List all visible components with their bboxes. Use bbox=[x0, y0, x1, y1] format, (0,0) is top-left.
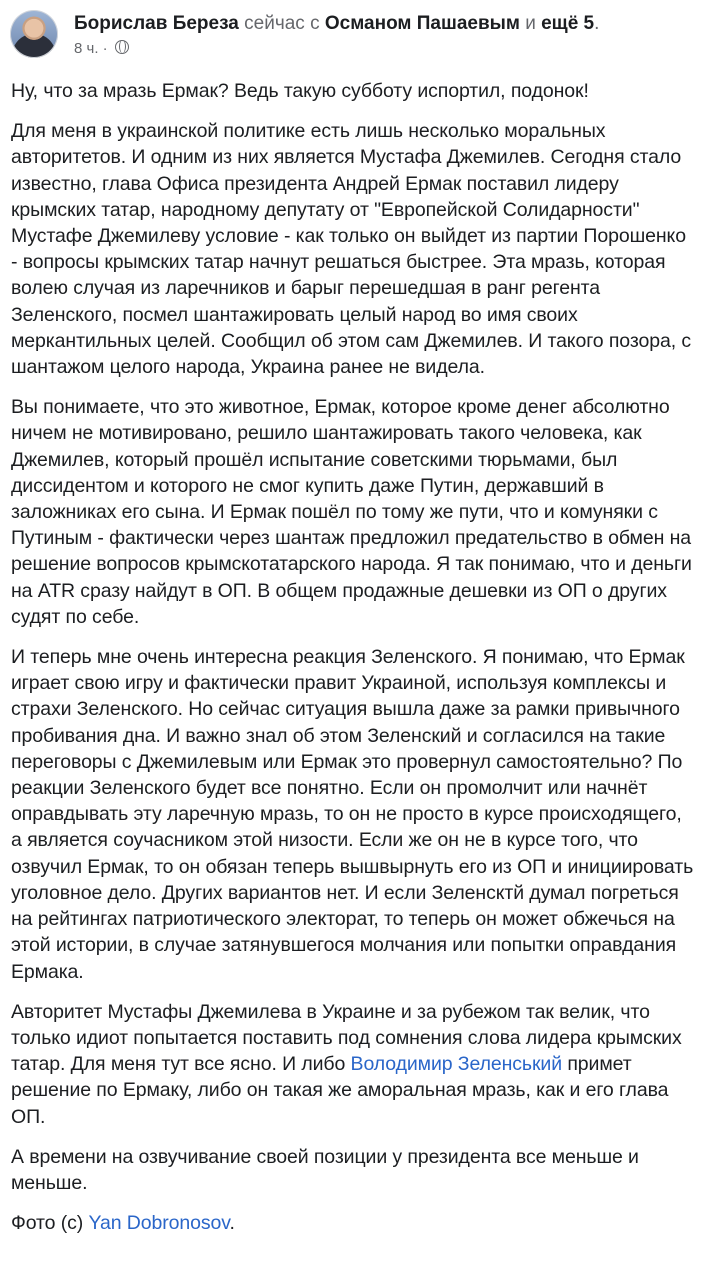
header-period: . bbox=[594, 13, 600, 34]
time-phrase: сейчас с bbox=[244, 13, 320, 34]
post-paragraph-6: А времени на озвучивание своей позиции у президента все меньше и меньше. bbox=[11, 1145, 639, 1194]
zelensky-profile-link[interactable]: Володимир Зеленський bbox=[350, 1053, 562, 1076]
post-body bbox=[11, 78, 695, 1250]
post-paragraph-3: Вы понимаете, что это животное, Ермак, которое кроме денег абсолютно ничем не мотивировано, решило шантажировать такого человека, как Джемилев, который прошёл испытание советскими тюрьмами, был диссидентом и которого не смог купить даже Путин, державший в заложниках его сына. И Ермак пошёл по тому же пути, что и комуняки с Путиным - фактически через шантаж предложил предательство в обмен на решение вопросов крымскотатарского народа. Я так понимаю, что и деньги на ATR сразу найдут в ОП. В общем продажные дешевки из ОП о других судят по себе. bbox=[11, 396, 692, 628]
tagged-person-link[interactable]: Османом Пашаевым bbox=[324, 13, 520, 34]
photo-credit-period: . bbox=[229, 1212, 235, 1235]
photographer-profile-link[interactable]: Yan Dobronosov bbox=[88, 1212, 230, 1235]
author-name[interactable]: Борислав Береза bbox=[74, 13, 239, 34]
photo-credit-label: Фото (с) bbox=[11, 1212, 89, 1235]
meta-separator: · bbox=[102, 40, 108, 57]
post-paragraph-7 bbox=[11, 1210, 695, 1236]
more-tagged-link[interactable]: ещё 5 bbox=[541, 13, 595, 34]
post-paragraph-1: Ну, что за мразь Ермак? Ведь такую субботу испортил, подонок! bbox=[11, 80, 589, 102]
header-line bbox=[74, 12, 599, 36]
paragraph-5-text-a: Авторитет Мустафы Джемилева в Украине и за рубежом так велик, что только идиот попытается поставить под сомнения слова лидера крымских татар. Для меня тут все ясно. И либо bbox=[11, 1000, 682, 1076]
post-meta bbox=[74, 40, 129, 58]
post-header bbox=[0, 0, 704, 66]
post-paragraph-5 bbox=[11, 999, 695, 1130]
globe-icon[interactable] bbox=[115, 40, 129, 54]
paragraph-5-text-b: примет решение по Ермаку, либо он такая же аморальная мразь, как и его глава ОП. bbox=[11, 1053, 669, 1128]
avatar[interactable] bbox=[10, 10, 58, 58]
and-word: и bbox=[525, 13, 536, 34]
timestamp-link[interactable]: 8 ч. bbox=[74, 40, 99, 57]
post-paragraph-2: Для меня в украинской политике есть лишь несколько моральных авторитетов. И одним из них является Мустафа Джемилев. Сегодня стало известно, глава Офиса президента Андрей Ермак поставил лидеру крымских татар, народному депутату от "Европейской Солидарности" Мустафе Джемилеву условие - как только он выйдет из партии Порошенко - вопросы крымских татар начнут решаться быстрее. Эта мразь, которая волею случая из ларечников и барыг перешедшая в ранг регента Зеленского, посмел шантажировать целый народ во имя своих меркантильных целей. Сообщил об этом сам Джемилев. И такого позора, с шантажом целого народа, Украина ранее не видела. bbox=[11, 120, 691, 379]
post-paragraph-4: И теперь мне очень интересна реакция Зеленского. Я понимаю, что Ермак играет свою игру и фактически правит Украиной, используя комплексы и страхи Зеленского. Но сейчас ситуация вышла даже за рамки привычного пробивания дна. И важно знал об этом Зеленский и согласился на такие переговоры с Джемилевым или Ермак это провернул самостоятельно? По реакции Зеленского будет все понятно. Если он промолчит или начнёт оправдывать эту ларечную мразь, то он не просто в курсе происходящего, а является соучасником этой низости. Если же он не в курсе того, что озвучил Ермак, то он обязан теперь вышвырнуть его из ОП и инициировать уголовное дело. Других вариантов нет. И если Зеленсктй думал погреться на рейтингах патриотического электорат, то теперь он может обжечься на этой истории, в случае затянувшегося молчания или попытки оправдания Ермака. bbox=[11, 646, 694, 983]
